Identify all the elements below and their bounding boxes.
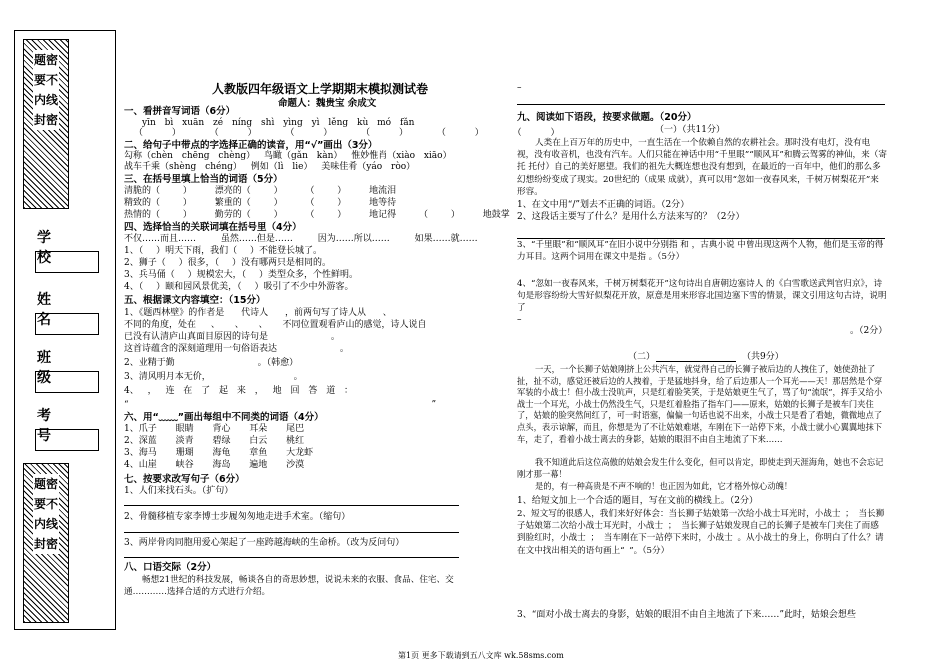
s9-q2: 2、这段话主要写了什么？是用什么方法来写的？（2分） [517, 212, 745, 222]
s9-part1: （一）（共11分） [655, 125, 725, 135]
s9-part2-score: （共9分） [742, 352, 784, 362]
s9-q3: 3、“千里眼”和“顺风耳”在旧小说中分别指 和 ，古典小说 中曾出现这两个人物，他们是玉帝的得力耳目。这两个词用在课文中是指 。（5分） [517, 240, 884, 263]
s5-line: “ ” [124, 400, 437, 410]
s2-heading: 二、给句子中带点的字选择正确的读音，用“√”画出（3分） [124, 140, 378, 151]
s8-heading: 八、口语交际（2分） [124, 562, 217, 573]
s1-brackets: （ ） （ ） （ ） （ ） （ ） （ ） [134, 128, 560, 138]
s9-q6: 2、短文写的很感人，我们来好好体会：当长狮子姑娘第一次给小战士耳光时，小战士 ； 当长狮子姑娘第二次给小战士耳光时，小战士 ； 当长狮子姑娘发现自己的长狮子是被车门夹住了而感到脸红时，小战士 ； 当车刚在下一站停下来时，小战士 。从小战士的身上，你明白了什么？请在文中找出相关的语句画上“ ”。（5分） [517, 509, 885, 556]
field-label-number: 考 号 [37, 408, 73, 444]
s4-line: 1、（ ）明天下雨，我们（ ）不能登长城了。 [124, 246, 322, 256]
s6-row: 3、海马 珊瑚 海龟 章鱼 大龙虾 [124, 448, 314, 458]
binding-strip [14, 30, 116, 630]
seal-notice-top [23, 39, 69, 209]
s4-heading: 四、选择恰当的关联词填在括号里（4分） [124, 222, 302, 233]
answer-line[interactable] [517, 104, 885, 105]
page-footer: 第1页 更多下载请到五八文库 wk.58sms.com [398, 651, 564, 660]
answer-line[interactable] [124, 557, 459, 558]
answer-line[interactable] [124, 532, 459, 533]
s5-heading: 五、根据课文内容填空：（15分） [124, 295, 266, 306]
s6-row: 1、爪子 眼睛 背心 耳朵 尾巴 [124, 424, 305, 434]
s1-pinyin: yīn bì xuān zé níng shì yìng yì lěng kù mó fǎn [142, 118, 415, 128]
s5-line: 不同的角度，处在 、 、 、 不同位置观看庐山的感觉，诗人说自 [124, 320, 427, 330]
s3-line: 精致的（ ） 繁重的（ ） （ ） 地等待 [124, 198, 397, 208]
field-label-class: 班 级 [37, 350, 73, 386]
s5-line: 3、清风明月本无价， 。 [124, 372, 303, 382]
authors: 命题人：魏贵宝 余成文 [278, 98, 377, 109]
s4-line: 2、狮子（ ）很多，（ ）没有哪两只是相同的。 [124, 258, 331, 268]
s9-heading: 九、阅读如下语段，按要求做题。（20分） [517, 112, 697, 123]
s4-options: 不仅……而且…… 虽然……但是…… 因为……所以…… 如果……就…… [124, 234, 478, 244]
s9-passage3: 我不知道此后这位高傲的姑娘会发生什么变化，但可以肯定，即使走到天涯海角，她也不会忘记刚才那一幕！ [517, 457, 884, 479]
s7-line: 2、骨髓移植专家李博士步履匆匆地走进手术室。（缩句） [124, 512, 351, 522]
s9-q7: 3、“面对小战士离去的身影，姑娘的眼泪不由自主地流了下来……”此时，姑娘会想些 [517, 610, 856, 620]
s9-passage4: 是的，有一种高贵是不声不响的！也正因为如此，它才格外惊心动魄！ [535, 481, 793, 491]
field-box-school[interactable] [35, 251, 99, 273]
answer-line[interactable] [124, 505, 459, 506]
s7-line: 3、两岸骨肉同胞用爱心架起了一座跨越海峡的生命桥。（改为反问句） [124, 538, 405, 548]
s6-row: 4、山崖 峡谷 海岛 遍地 沙漠 [124, 460, 305, 470]
s4-line: 4、（ ）颐和园风景优美，（ ）吸引了不少中外游客。 [124, 282, 354, 292]
page-title: 人教版四年级语文上学期期末模拟测试卷 [212, 82, 429, 96]
s7-heading: 七、按要求改写句子（6分） [124, 474, 245, 485]
s3-line: 清脆的（ ） 漂亮的（ ） （ ） 地流泪 [124, 186, 397, 196]
s7-line: 1、人们来找石头。（扩句） [124, 486, 234, 496]
field-label-school: 学 校 [37, 230, 73, 266]
field-label-name: 姓 名 [37, 292, 73, 328]
s3-line: 热情的（ ） 勤劳的（ ） （ ） 地记得 （ ） 地鼓掌 [124, 210, 510, 220]
s2-line: 战车千乘（shèng chéng） 例如（lì lie） 美味佳肴（yáo ròo） [124, 162, 416, 172]
dash-mark: – [517, 83, 522, 93]
s9-passage1: 人类在上百万年的历史中，一直生活在一个依赖自然的农耕社会。那时没有电灯，没有电视，没有收音机，也没有汽车。人们只能在神话中用“千里眼”“顺风耳”和腾云驾雾的神仙，来（寄托 托付）自己的美好愿望。我们的祖先大概连想也没有想到，在最近的一百年中，他们的那么多幻想纷纷变成了现实。20世纪的（成果 成就），真可以用“忽如一夜春风来，千树万树梨花开”来形容。 [517, 138, 887, 197]
s9-q4-score: 。（2分） [850, 326, 888, 336]
s2-line: 勾称（chèn chēng chèng） 鸟瞰（gǎn kàn） 惟妙惟肖（xiào xiāo） [124, 151, 452, 161]
field-box-number[interactable] [35, 429, 99, 451]
s5-line: 已没有认清庐山真面目原因的诗句是 。 [124, 332, 340, 342]
seal-notice-text: 题密要不内线封密 [33, 50, 59, 130]
field-box-class[interactable] [35, 371, 99, 393]
s5-line: 4、 ， 连 在 了 起 来 ， 地 回 答 道 ： [124, 386, 354, 396]
title-line[interactable] [656, 361, 736, 362]
dash-mark: – [517, 315, 522, 325]
s9-q4: 4、“忽如一夜春风来，千树万树梨花开”这句诗出自唐朝边塞诗人 的《白雪歌送武判官归京》，诗句是形容纷纷大雪好似梨花开放，原意是用来形容北国边塞下雪的情景，课文引用这句古诗，说明了 [517, 279, 887, 314]
s6-heading: 六、用“﹏﹏”画出每组中不同类的词语（4分） [124, 412, 324, 423]
s9-passage2: 一天，一个长狮子姑娘刚挤上公共汽车，就觉得自己的长狮子被后边的人拽住了，她使劲扯了扯，扯不动，感觉还被后边的人拽着，于是猛地抖身，给了后边那人一个耳光——天！那居然是个穿军装的小战士！但小战士没吭声，只是红着脸笑笑，于是姑娘更生气了，骂了句“流氓”，挥手又给小战士一个耳光，小战士仍然没生气，只是红着脸指了指车门——原来，姑娘的长狮子是被车门夹住了，姑娘的脸突然间红了，可一时语塞，偏偏一句话也说不出来，小战士只是看了看她，微微地点了点头，表示谅解，而且，你想是为了不让姑娘难堪，车刚在下一站停下来，小战士就小心翼翼地抹下车，走了，看着小战士离去的身影，姑娘的眼泪不由自主地流了下来…… [517, 364, 883, 444]
s9-q5: 1、给短文加上一个合适的题目，写在文前的横线上。（2分） [517, 496, 758, 506]
s8-prompt: 畅想21世纪的科技发展，畅谈各自的奇思妙想，说说未来的衣服、食品、住宅、交通…………选择合适的方式进行介绍。 [124, 575, 454, 598]
s5-line: 这首诗蕴含的深刻道理用一句俗语表达 。 [124, 344, 349, 354]
s5-line: 2、业精于勤 。（韩愈） [124, 358, 299, 368]
s9-q1: 1、在文中用“/”划去不正确的词语。（2分） [517, 200, 690, 210]
s9-part2: （二） [628, 352, 656, 362]
s4-line: 3、兵马俑（ ）规模宏大，（ ）类型众多，个性鲜明。 [124, 270, 358, 280]
s6-row: 2、深蓝 淡青 碧绿 白云 桃红 [124, 436, 305, 446]
s5-line: 1、《题西林壁》的作者是 代诗人 ，前两句写了诗人从 、 [124, 308, 392, 318]
seal-notice-bottom [23, 463, 69, 623]
field-box-name[interactable] [35, 313, 99, 335]
s3-heading: 三、在括号里填上恰当的词语（5分） [124, 174, 283, 185]
seal-notice-text: 题密要不内线封密 [33, 474, 59, 554]
s1-heading: 一、看拼音写词语（6分） [124, 106, 236, 117]
